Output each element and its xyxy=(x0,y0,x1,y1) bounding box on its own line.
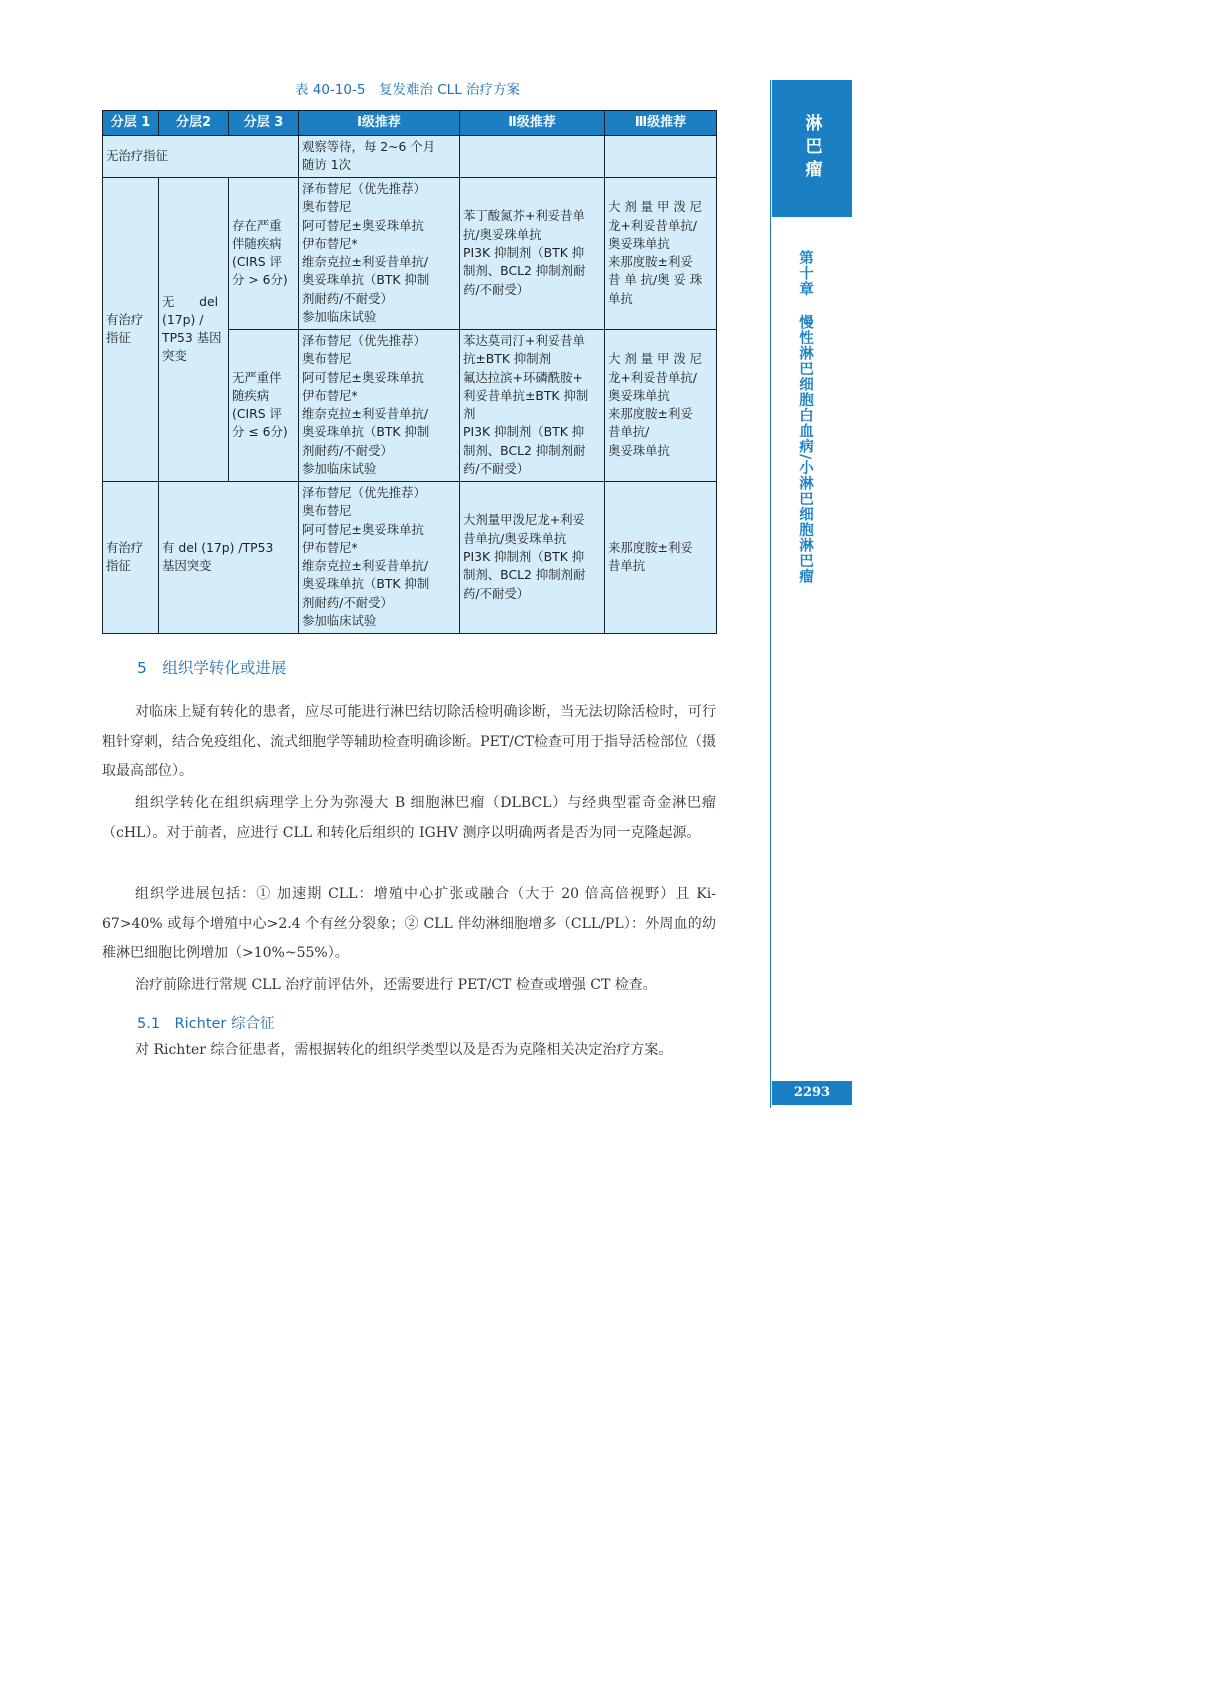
section-tab-label: 淋巴瘤 xyxy=(801,114,822,183)
table-header-row xyxy=(103,111,717,136)
cell-grade3: 来那度胺±利妥 昔单抗 xyxy=(605,481,717,633)
cell-grade3: 大 剂 量 甲 泼 尼 龙+利妥昔单抗/ 奥妥珠单抗 来那度胺±利妥 昔 单 抗/奥 妥 珠 单抗 xyxy=(605,177,717,329)
cell-grade1: 泽布替尼（优先推荐） 奥布替尼 阿可替尼±奥妥珠单抗 伊布替尼* 维奈克拉±利妥昔单抗/ 奥妥珠单抗（BTK 抑制 剂耐药/不耐受） 参加临床试验 xyxy=(299,177,460,329)
page-number: 2293 xyxy=(772,1081,852,1105)
table-row xyxy=(103,481,717,633)
table-caption: 表 40-10-5 复发难治 CLL 治疗方案 xyxy=(294,82,521,98)
subsection-heading: 5.1 Richter 综合征 xyxy=(137,1016,275,1032)
cell-grade1: 观察等待，每 2~6 个月 随访 1次 xyxy=(299,136,460,178)
paragraph: 治疗前除进行常规 CLL 治疗前评估外，还需要进行 PET/CT 检查或增强 CT 检查。 xyxy=(135,977,657,993)
chapter-name: 慢性淋巴细胞白血病/小淋巴细胞淋巴瘤 xyxy=(797,314,813,585)
cell-grade2: 大剂量甲泼尼龙+利妥 昔单抗/奥妥珠单抗 PI3K 抑制剂（BTK 抑 制剂、BCL2 抑制剂耐 药/不耐受） xyxy=(460,481,605,633)
cell-indication: 有治疗 指征 xyxy=(103,177,159,481)
chapter-label: 第十章 xyxy=(797,250,813,297)
header-strat2: 分层2 xyxy=(159,111,229,136)
table-row xyxy=(103,177,717,329)
table-row xyxy=(103,136,717,178)
cell-grade3 xyxy=(605,136,717,178)
cell-del17p: 有 del (17p) /TP53 基因突变 xyxy=(159,481,299,633)
paragraph: 组织学转化在组织病理学上分为弥漫大 B 细胞淋巴瘤（DLBCL）与经典型霍奇金淋巴瘤（cHL）。对于前者，应进行 CLL 和转化后组织的 IGHV 测序以明确两者是否为同一克隆起源。 xyxy=(102,795,716,841)
sidebar-divider xyxy=(770,80,771,1108)
cell-grade1: 泽布替尼（优先推荐） 奥布替尼 阿可替尼±奥妥珠单抗 伊布替尼* 维奈克拉±利妥昔单抗/ 奥妥珠单抗（BTK 抑制 剂耐药/不耐受） 参加临床试验 xyxy=(299,329,460,481)
chapter-title xyxy=(795,250,816,584)
cell-indication: 有治疗 指征 xyxy=(103,481,159,633)
header-strat3: 分层 3 xyxy=(229,111,299,136)
cell-grade2 xyxy=(460,136,605,178)
header-strat1: 分层 1 xyxy=(103,111,159,136)
section-heading: 5 组织学转化或进展 xyxy=(137,659,287,677)
cell-severe-comorbidity: 存在严重 伴随疾病 (CIRS 评 分 > 6分) xyxy=(229,177,299,329)
cell-no-del17p: 无 del (17p) / TP53 基因 突变 xyxy=(159,177,229,481)
cell-grade3: 大 剂 量 甲 泼 尼 龙+利妥昔单抗/ 奥妥珠单抗 来那度胺±利妥 昔单抗/ 奥妥珠单抗 xyxy=(605,329,717,481)
paragraph: 组织学进展包括：① 加速期 CLL：增殖中心扩张或融合（大于 20 倍高倍视野）且 Ki-67>40% 或每个增殖中心>2.4 个有丝分裂象；② CLL 伴幼淋细胞增多（CLL/PL）：外周血的幼稚淋巴细胞比例增加（>10%~55%）。 xyxy=(102,886,716,961)
paragraph: 对临床上疑有转化的患者，应尽可能进行淋巴结切除活检明确诊断，当无法切除活检时，可行粗针穿刺，结合免疫组化、流式细胞学等辅助检查明确诊断。PET/CT检查可用于指导活检部位（摄取最高部位）。 xyxy=(102,704,716,779)
cell-grade2: 苯丁酸氮芥+利妥昔单 抗/奥妥珠单抗 PI3K 抑制剂（BTK 抑 制剂、BCL2 抑制剂耐 药/不耐受） xyxy=(460,177,605,329)
cell-no-severe-comorbidity: 无严重伴 随疾病 (CIRS 评 分 ≤ 6分) xyxy=(229,329,299,481)
cell-no-indication: 无治疗指征 xyxy=(103,136,299,178)
header-grade2: Ⅱ级推荐 xyxy=(460,111,605,136)
header-grade3: Ⅲ级推荐 xyxy=(605,111,717,136)
cell-grade1: 泽布替尼（优先推荐） 奥布替尼 阿可替尼±奥妥珠单抗 伊布替尼* 维奈克拉±利妥昔单抗/ 奥妥珠单抗（BTK 抑制 剂耐药/不耐受） 参加临床试验 xyxy=(299,481,460,633)
section-tab xyxy=(772,80,852,217)
cell-grade2: 苯达莫司汀+利妥昔单 抗±BTK 抑制剂 氟达拉滨+环磷酰胺+ 利妥昔单抗±BTK 抑制 剂 PI3K 抑制剂（BTK 抑 制剂、BCL2 抑制剂耐 药/不耐受） xyxy=(460,329,605,481)
paragraph: 对 Richter 综合征患者，需根据转化的组织学类型以及是否为克隆相关决定治疗方案。 xyxy=(135,1042,673,1058)
header-grade1: Ⅰ级推荐 xyxy=(299,111,460,136)
treatment-table xyxy=(102,110,717,634)
